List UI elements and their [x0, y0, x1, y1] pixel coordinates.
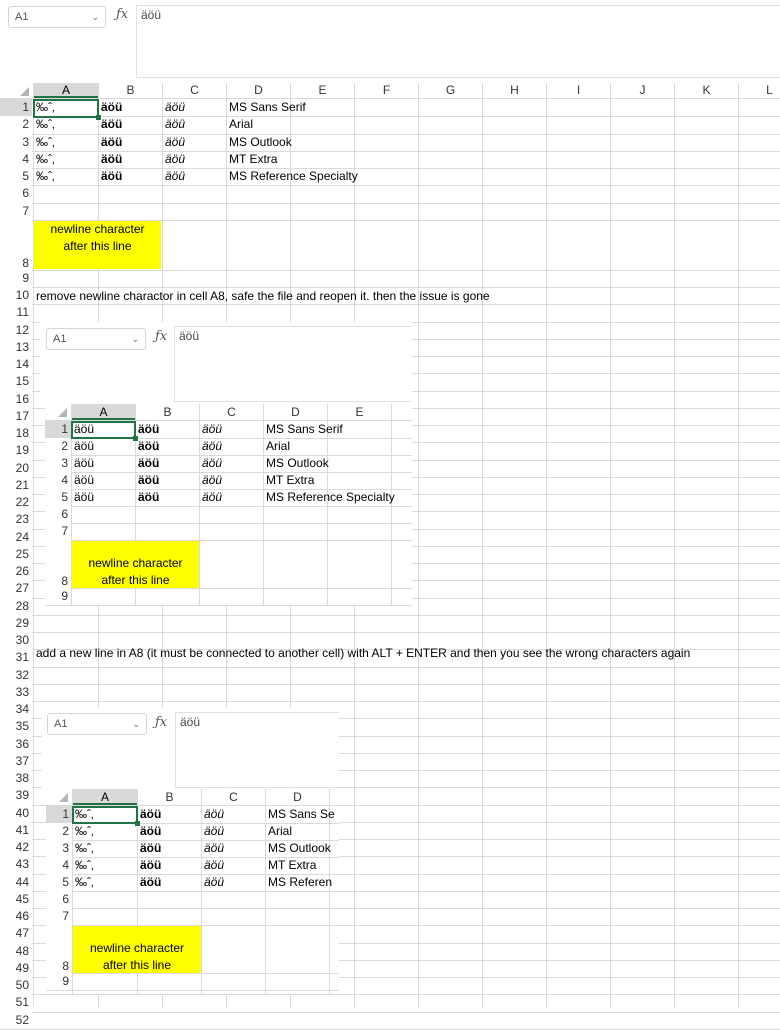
row-header-38[interactable]: 38	[0, 770, 32, 787]
row-header-18[interactable]: 18	[0, 425, 32, 442]
cell-d1[interactable]: MS Sans Serif	[229, 100, 306, 114]
row-header-34[interactable]: 34	[0, 701, 32, 718]
row-line	[0, 185, 780, 186]
row-header-35[interactable]: 35	[0, 718, 32, 735]
chevron-down-icon[interactable]: ⌄	[132, 719, 140, 729]
cell-d3[interactable]: MS Outlook	[266, 456, 329, 470]
cell-a2[interactable]: ‰ˆ‚	[75, 824, 94, 838]
col-line	[610, 83, 611, 1007]
cell-a4[interactable]: ‰ˆ‚	[36, 152, 55, 166]
cell-a3[interactable]: ‰ˆ‚	[75, 841, 94, 855]
row-header-12[interactable]: 12	[0, 322, 32, 339]
cell-c4[interactable]: äöü	[202, 473, 223, 487]
row-header-6[interactable]: 6	[0, 185, 32, 202]
row-line	[0, 270, 780, 271]
row-line	[45, 605, 412, 606]
row-header-5[interactable]: 5	[45, 489, 71, 506]
row-header-8[interactable]: 8	[45, 540, 71, 588]
cell-b5[interactable]: äöü	[101, 169, 123, 183]
row-header-40[interactable]: 40	[0, 805, 32, 822]
cell-b1[interactable]: äöü	[101, 100, 123, 114]
row-header-48[interactable]: 48	[0, 943, 32, 960]
highlight-line-2: after this line	[101, 573, 170, 587]
row-header-10[interactable]: 10	[0, 287, 32, 304]
row-header-8[interactable]: 8	[46, 925, 72, 973]
col-header-i[interactable]: I	[547, 83, 610, 98]
col-line	[418, 83, 419, 1007]
col-header-f[interactable]: F	[355, 83, 418, 98]
row-line	[0, 667, 780, 668]
cell-c3[interactable]: äöü	[202, 456, 223, 470]
row-line	[45, 506, 412, 507]
row-header-25[interactable]: 25	[0, 546, 32, 563]
row-header-16[interactable]: 16	[0, 391, 32, 408]
col-header-d[interactable]: D	[227, 83, 290, 98]
cell-c2[interactable]: äöü	[165, 117, 186, 131]
function-icon[interactable]: ƒx	[116, 7, 129, 22]
row-header-1[interactable]: 1	[0, 99, 32, 116]
row-header-33[interactable]: 33	[0, 684, 32, 701]
cell-a2[interactable]: ‰ˆ‚	[36, 117, 55, 131]
col-header-c[interactable]: C	[163, 83, 226, 98]
col-header-k[interactable]: K	[675, 83, 738, 98]
col-header-h[interactable]: H	[483, 83, 546, 98]
function-icon[interactable]: ƒx	[155, 329, 168, 344]
row-header-45[interactable]: 45	[0, 891, 32, 908]
cell-a3[interactable]: ‰ˆ‚	[36, 135, 55, 149]
cell-a5[interactable]: ‰ˆ‚	[75, 875, 94, 889]
row-header-26[interactable]: 26	[0, 563, 32, 580]
highlight-line-2: after this line	[102, 958, 172, 972]
cell-a5[interactable]: äöü	[74, 490, 95, 504]
row-header-8[interactable]: 8	[0, 220, 32, 270]
row-header-6[interactable]: 6	[45, 506, 71, 523]
row-header-1[interactable]: 1	[45, 421, 71, 438]
row-line	[0, 994, 780, 995]
name-box[interactable]: A1 ⌄	[8, 6, 106, 28]
cell-a3[interactable]: äöü	[74, 456, 95, 470]
row-line	[46, 891, 339, 892]
row-header-7[interactable]: 7	[0, 203, 32, 220]
note-row-10[interactable]: remove newline charactor in cell A8, safe the file and reopen it. then the issue is gone	[36, 289, 490, 303]
cell-d3[interactable]: MS Outlook	[229, 135, 292, 149]
cell-d1[interactable]: MS Sans Serif	[266, 422, 343, 436]
cell-a1[interactable]: ‰ˆ‚	[36, 100, 55, 114]
cell-b3[interactable]: äöü	[101, 135, 123, 149]
select-all-corner[interactable]	[58, 408, 67, 417]
row-header-9[interactable]: 9	[45, 588, 71, 605]
col-header-g[interactable]: G	[419, 83, 482, 98]
chevron-down-icon[interactable]: ⌄	[131, 334, 139, 344]
chevron-down-icon[interactable]: ⌄	[91, 12, 99, 22]
row-header-22[interactable]: 22	[0, 494, 32, 511]
cell-c2[interactable]: äöü	[202, 439, 223, 453]
row-header-7[interactable]: 7	[45, 523, 71, 540]
cell-b4[interactable]: äöü	[140, 858, 162, 872]
row-header-3[interactable]: 3	[45, 455, 71, 472]
cell-b2[interactable]: äöü	[101, 117, 123, 131]
screenshot-1-grid	[45, 404, 412, 606]
row-header-1[interactable]: 1	[46, 806, 72, 823]
cell-c4[interactable]: äöü	[204, 858, 225, 872]
cell-a5[interactable]: ‰ˆ‚	[36, 169, 55, 183]
note-row-31[interactable]: add a new line in A8 (it must be connected to another cell) with ALT + ENTER and then you see the wrong characters again	[36, 646, 691, 660]
row-header-9[interactable]: 9	[46, 973, 72, 990]
active-cell[interactable]	[71, 421, 136, 439]
cell-a1[interactable]: ‰ˆ‚	[75, 807, 94, 821]
row-header-30[interactable]: 30	[0, 632, 32, 649]
row-header-4[interactable]: 4	[46, 857, 72, 874]
col-header-j[interactable]: J	[611, 83, 674, 98]
cell-b4[interactable]: äöü	[138, 473, 160, 487]
row-line	[0, 203, 780, 204]
row-header-19[interactable]: 19	[0, 442, 32, 459]
row-header-31[interactable]: 31	[0, 649, 32, 666]
active-cell[interactable]	[33, 99, 99, 118]
cell-d5[interactable]: MS Reference Specialty	[266, 490, 395, 504]
formula-bar-2	[40, 322, 412, 404]
row-header-49[interactable]: 49	[0, 960, 32, 977]
row-header-2[interactable]: 2	[45, 438, 71, 455]
formula-bar-3	[42, 708, 339, 788]
cell-d5[interactable]: MS Referen	[268, 875, 333, 889]
row-header-42[interactable]: 42	[0, 839, 32, 856]
row-header-41[interactable]: 41	[0, 822, 32, 839]
cell-d2[interactable]: Arial	[268, 824, 293, 838]
row-header-6[interactable]: 6	[46, 891, 72, 908]
function-icon[interactable]: ƒx	[155, 715, 168, 730]
col-header-b[interactable]: B	[136, 404, 199, 420]
col-header-a[interactable]: A	[73, 789, 137, 805]
row-header-7[interactable]: 7	[46, 908, 72, 925]
highlight-line-1: newline character	[88, 556, 183, 570]
row-header-24[interactable]: 24	[0, 529, 32, 546]
row-header-28[interactable]: 28	[0, 598, 32, 615]
highlight-cell-a8[interactable]	[73, 926, 201, 973]
col-header-e[interactable]: E	[328, 404, 391, 420]
row-header-4[interactable]: 4	[45, 472, 71, 489]
cell-c1[interactable]: äöü	[204, 807, 225, 821]
cell-d3[interactable]: MS Outlook	[268, 841, 331, 855]
row-header-39[interactable]: 39	[0, 787, 32, 804]
row-header-37[interactable]: 37	[0, 753, 32, 770]
col-header-d[interactable]: D	[264, 404, 327, 420]
row-line	[46, 990, 339, 991]
row-line	[45, 472, 412, 473]
cell-a1[interactable]: äöü	[74, 422, 95, 436]
cell-b5[interactable]: äöü	[138, 490, 160, 504]
row-header-21[interactable]: 21	[0, 477, 32, 494]
col-header-a[interactable]: A	[72, 404, 135, 420]
cell-c5[interactable]: äöü	[204, 875, 225, 889]
col-header-e[interactable]: E	[291, 83, 354, 98]
row-header-27[interactable]: 27	[0, 580, 32, 597]
cell-a4[interactable]: ‰ˆ‚	[75, 858, 94, 872]
col-header-b[interactable]: B	[99, 83, 162, 98]
formula-input[interactable]: äöü	[136, 5, 780, 78]
row-line	[0, 701, 780, 702]
row-header-13[interactable]: 13	[0, 339, 32, 356]
row-header-5[interactable]: 5	[0, 168, 32, 185]
cell-c3[interactable]: äöü	[204, 841, 225, 855]
cell-c5[interactable]: äöü	[165, 169, 186, 183]
row-header-23[interactable]: 23	[0, 511, 32, 528]
cell-c5[interactable]: äöü	[202, 490, 223, 504]
cell-d4[interactable]: MT Extra	[266, 473, 315, 487]
active-cell[interactable]	[72, 806, 138, 824]
name-box-3[interactable]: A1 ⌄	[47, 713, 147, 735]
cell-b1[interactable]: äöü	[140, 807, 162, 821]
highlight-line-1: newline character	[89, 941, 185, 955]
row-line	[46, 908, 339, 909]
row-header-2[interactable]: 2	[0, 116, 32, 133]
row-header-2[interactable]: 2	[46, 823, 72, 840]
cell-d5[interactable]: MS Reference Specialty	[229, 169, 358, 183]
highlight-cell-a8[interactable]: newline character after this line	[34, 221, 161, 269]
select-all-corner[interactable]	[20, 87, 29, 96]
row-line	[0, 615, 780, 616]
cell-b4[interactable]: äöü	[101, 152, 123, 166]
col-line	[546, 83, 547, 1007]
row-header-5[interactable]: 5	[46, 874, 72, 891]
row-header-20[interactable]: 20	[0, 460, 32, 477]
row-line	[0, 684, 780, 685]
cell-c1[interactable]: äöü	[165, 100, 186, 114]
row-line	[45, 455, 412, 456]
row-header-11[interactable]: 11	[0, 304, 32, 321]
cell-c4[interactable]: äöü	[165, 152, 186, 166]
col-line	[674, 83, 675, 1007]
cell-b3[interactable]: äöü	[138, 456, 160, 470]
col-header-l[interactable]: L	[739, 83, 780, 98]
row-header-15[interactable]: 15	[0, 373, 32, 390]
row-header-29[interactable]: 29	[0, 615, 32, 632]
row-line	[0, 1012, 780, 1013]
cell-c2[interactable]: äöü	[204, 824, 225, 838]
row-line	[0, 632, 780, 633]
cell-d2[interactable]: Arial	[229, 117, 254, 131]
col-line	[482, 83, 483, 1007]
row-header-3[interactable]: 3	[0, 134, 32, 151]
cell-c1[interactable]: äöü	[202, 422, 223, 436]
cell-d4[interactable]: MT Extra	[229, 152, 278, 166]
cell-b1[interactable]: äöü	[138, 422, 160, 436]
row-header-14[interactable]: 14	[0, 356, 32, 373]
row-header-52[interactable]: 52	[0, 1012, 32, 1029]
cell-d2[interactable]: Arial	[266, 439, 291, 453]
row-header-50[interactable]: 50	[0, 977, 32, 994]
formula-input-3[interactable]: äöü	[175, 712, 339, 788]
name-box-2[interactable]: A1 ⌄	[46, 328, 146, 350]
col-header-c[interactable]: C	[200, 404, 263, 420]
row-header-17[interactable]: 17	[0, 408, 32, 425]
cell-c3[interactable]: äöü	[165, 135, 186, 149]
highlight-cell-a8[interactable]	[72, 541, 199, 588]
row-line	[45, 523, 412, 524]
cell-b2[interactable]: äöü	[140, 824, 162, 838]
formula-input-2[interactable]: äöü	[174, 326, 412, 402]
row-header-3[interactable]: 3	[46, 840, 72, 857]
cell-b3[interactable]: äöü	[140, 841, 162, 855]
row-header-9[interactable]: 9	[0, 270, 32, 287]
cell-d1[interactable]: MS Sans Se	[268, 807, 335, 821]
col-header-b[interactable]: B	[138, 789, 201, 805]
row-header-36[interactable]: 36	[0, 736, 32, 753]
select-all-corner[interactable]	[59, 793, 68, 802]
row-header-51[interactable]: 51	[0, 994, 32, 1011]
row-header-47[interactable]: 47	[0, 925, 32, 942]
row-header-32[interactable]: 32	[0, 667, 32, 684]
row-header-43[interactable]: 43	[0, 856, 32, 873]
screenshot-2-grid	[46, 789, 339, 994]
row-header-44[interactable]: 44	[0, 874, 32, 891]
cell-b2[interactable]: äöü	[138, 439, 160, 453]
col-line	[738, 83, 739, 1007]
cell-a2[interactable]: äöü	[74, 439, 95, 453]
row-header-46[interactable]: 46	[0, 908, 32, 925]
cell-b5[interactable]: äöü	[140, 875, 162, 889]
row-header-4[interactable]: 4	[0, 151, 32, 168]
col-header-d[interactable]: D	[266, 789, 329, 805]
col-header-c[interactable]: C	[202, 789, 265, 805]
col-header-a[interactable]: A	[34, 83, 98, 98]
cell-d4[interactable]: MT Extra	[268, 858, 317, 872]
cell-a4[interactable]: äöü	[74, 473, 95, 487]
